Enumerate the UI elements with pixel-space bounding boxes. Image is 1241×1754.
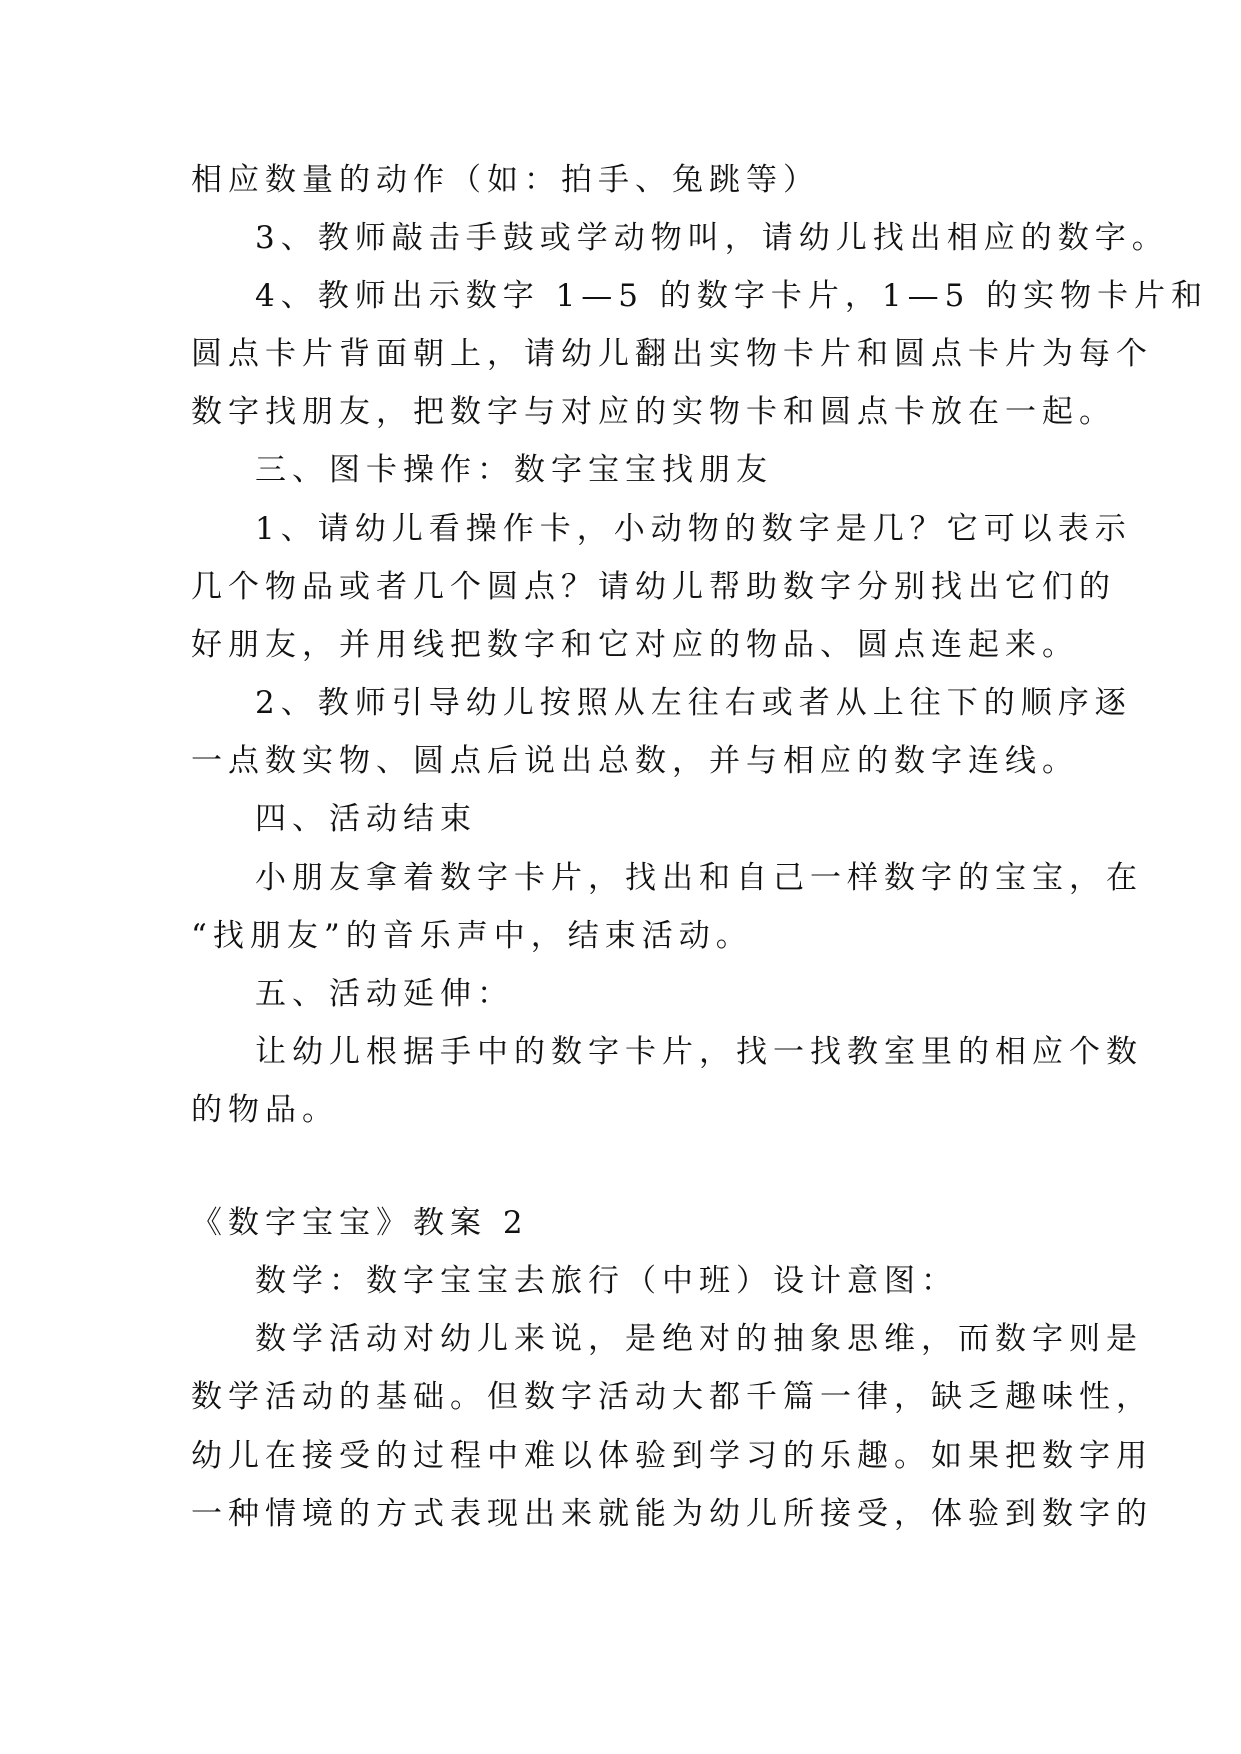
text-line: “找朋友”的音乐声中，结束活动。 [191,918,753,954]
text-line: 3、教师敲击手鼓或学动物叫，请幼儿找出相应的数字。 [255,220,1169,256]
text-line: 幼儿在接受的过程中难以体验到学习的乐趣。如果把数字用 [191,1438,1153,1474]
text-line: 4、教师出示数字 1—5 的数字卡片，1—5 的实物卡片和 [255,278,1209,314]
text-line: 的物品。 [191,1092,339,1128]
text-line: 小朋友拿着数字卡片，找出和自己一样数字的宝宝，在 [255,860,1143,896]
text-line: 几个物品或者几个圆点？请幼儿帮助数字分别找出它们的 [191,569,1116,605]
text-line: 一种情境的方式表现出来就能为幼儿所接受，体验到数字的 [191,1496,1153,1532]
text-line: 数学：数字宝宝去旅行（中班）设计意图： [255,1263,958,1299]
text-line: 相应数量的动作（如：拍手、兔跳等） [191,162,820,198]
text-line: 数学活动对幼儿来说，是绝对的抽象思维，而数字则是 [255,1321,1143,1357]
text-line: 2、教师引导幼儿按照从左往右或者从上往下的顺序逐 [255,685,1132,721]
section-heading: 四、活动结束 [255,801,477,837]
text-line: 让幼儿根据手中的数字卡片，找一找教室里的相应个数 [255,1034,1143,1070]
text-line: 一点数实物、圆点后说出总数，并与相应的数字连线。 [191,743,1079,779]
text-line: 数学活动的基础。但数字活动大都千篇一律，缺乏趣味性， [191,1379,1153,1415]
text-line: 数字找朋友，把数字与对应的实物卡和圆点卡放在一起。 [191,394,1116,430]
text-line: 好朋友，并用线把数字和它对应的物品、圆点连起来。 [191,627,1079,663]
document-title: 《数字宝宝》教案 2 [191,1205,529,1241]
text-line: 圆点卡片背面朝上，请幼儿翻出实物卡片和圆点卡片为每个 [191,336,1153,372]
section-heading: 三、图卡操作：数字宝宝找朋友 [255,452,773,488]
text-line: 1、请幼儿看操作卡，小动物的数字是几？它可以表示 [255,511,1132,547]
section-heading: 五、活动延伸： [255,976,514,1012]
